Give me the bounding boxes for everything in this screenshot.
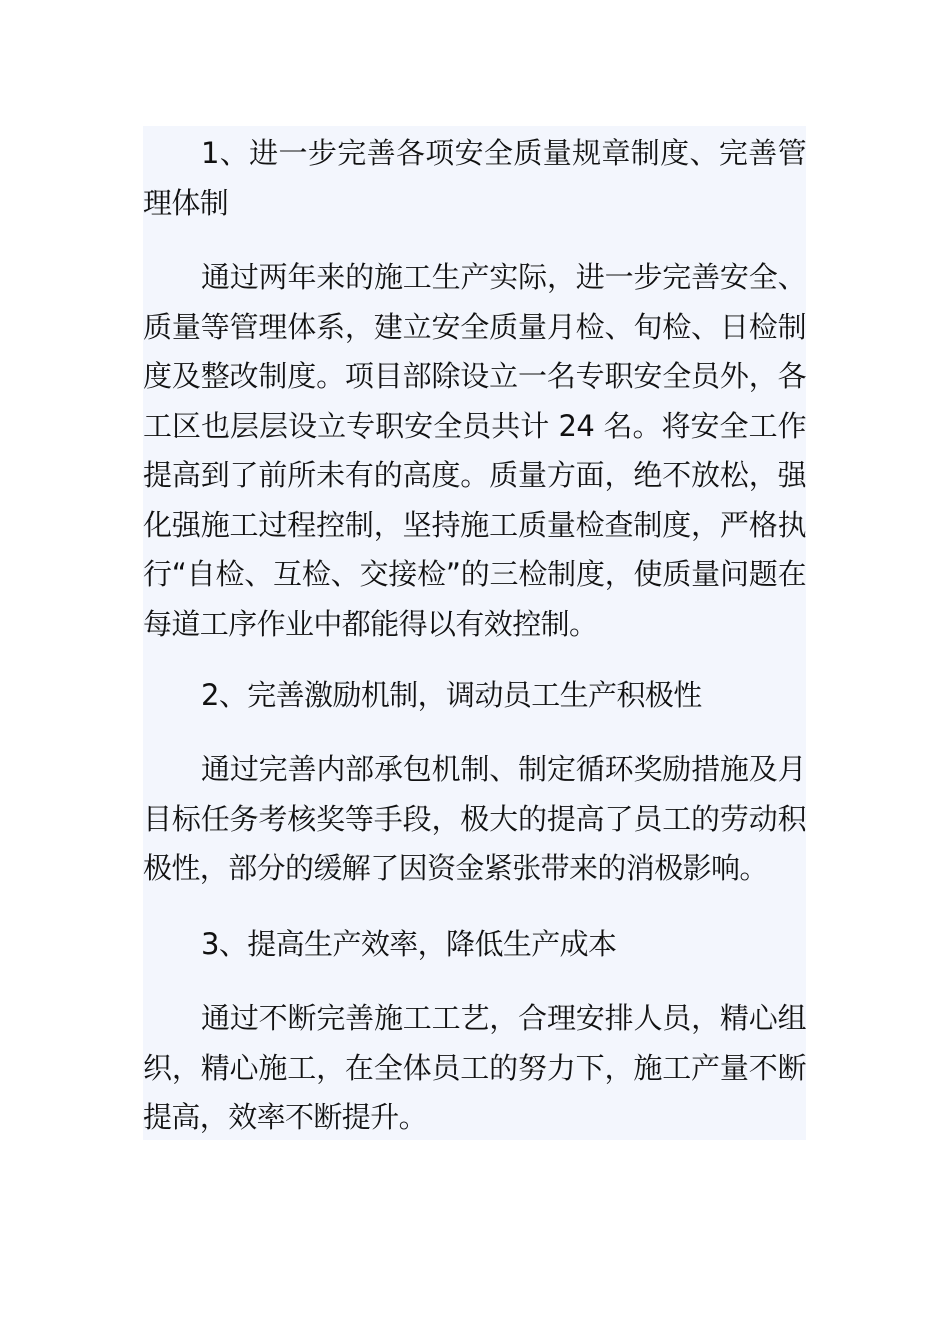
section-heading-3: 3、提高生产效率，降低生产成本 (201, 927, 617, 961)
section-body-3: 通过不断完善施工工艺，合理安排人员，精心组织，精心施工，在全体员工的努力下，施工产量不断提高，效率不断提升。 (143, 1001, 806, 1134)
section-heading-2: 2、完善激励机制，调动员工生产积极性 (201, 678, 702, 712)
section-heading-1: 1、进一步完善各项安全质量规章制度、完善管理体制 (143, 136, 806, 220)
section-body-2: 通过完善内部承包机制、制定循环奖励措施及月目标任务考核奖等手段，极大的提高了员工的劳动积极性，部分的缓解了因资金紧张带来的消极影响。 (143, 752, 806, 885)
text-block (143, 126, 806, 1140)
section-body-1: 通过两年来的施工生产实际，进一步完善安全、质量等管理体系，建立安全质量月检、旬检、日检制度及整改制度。项目部除设立一名专职安全员外，各工区也层层设立专职安全员共计 24 名。将安全工作提高到了前所未有的高度。质量方面，绝不放松，强化强施工过程控制，坚持施工质量检查制度，严格执行“自检、互检、交接检”的三检制度，使质量问题在每道工序作业中都能得以有效控制。 (143, 260, 806, 641)
